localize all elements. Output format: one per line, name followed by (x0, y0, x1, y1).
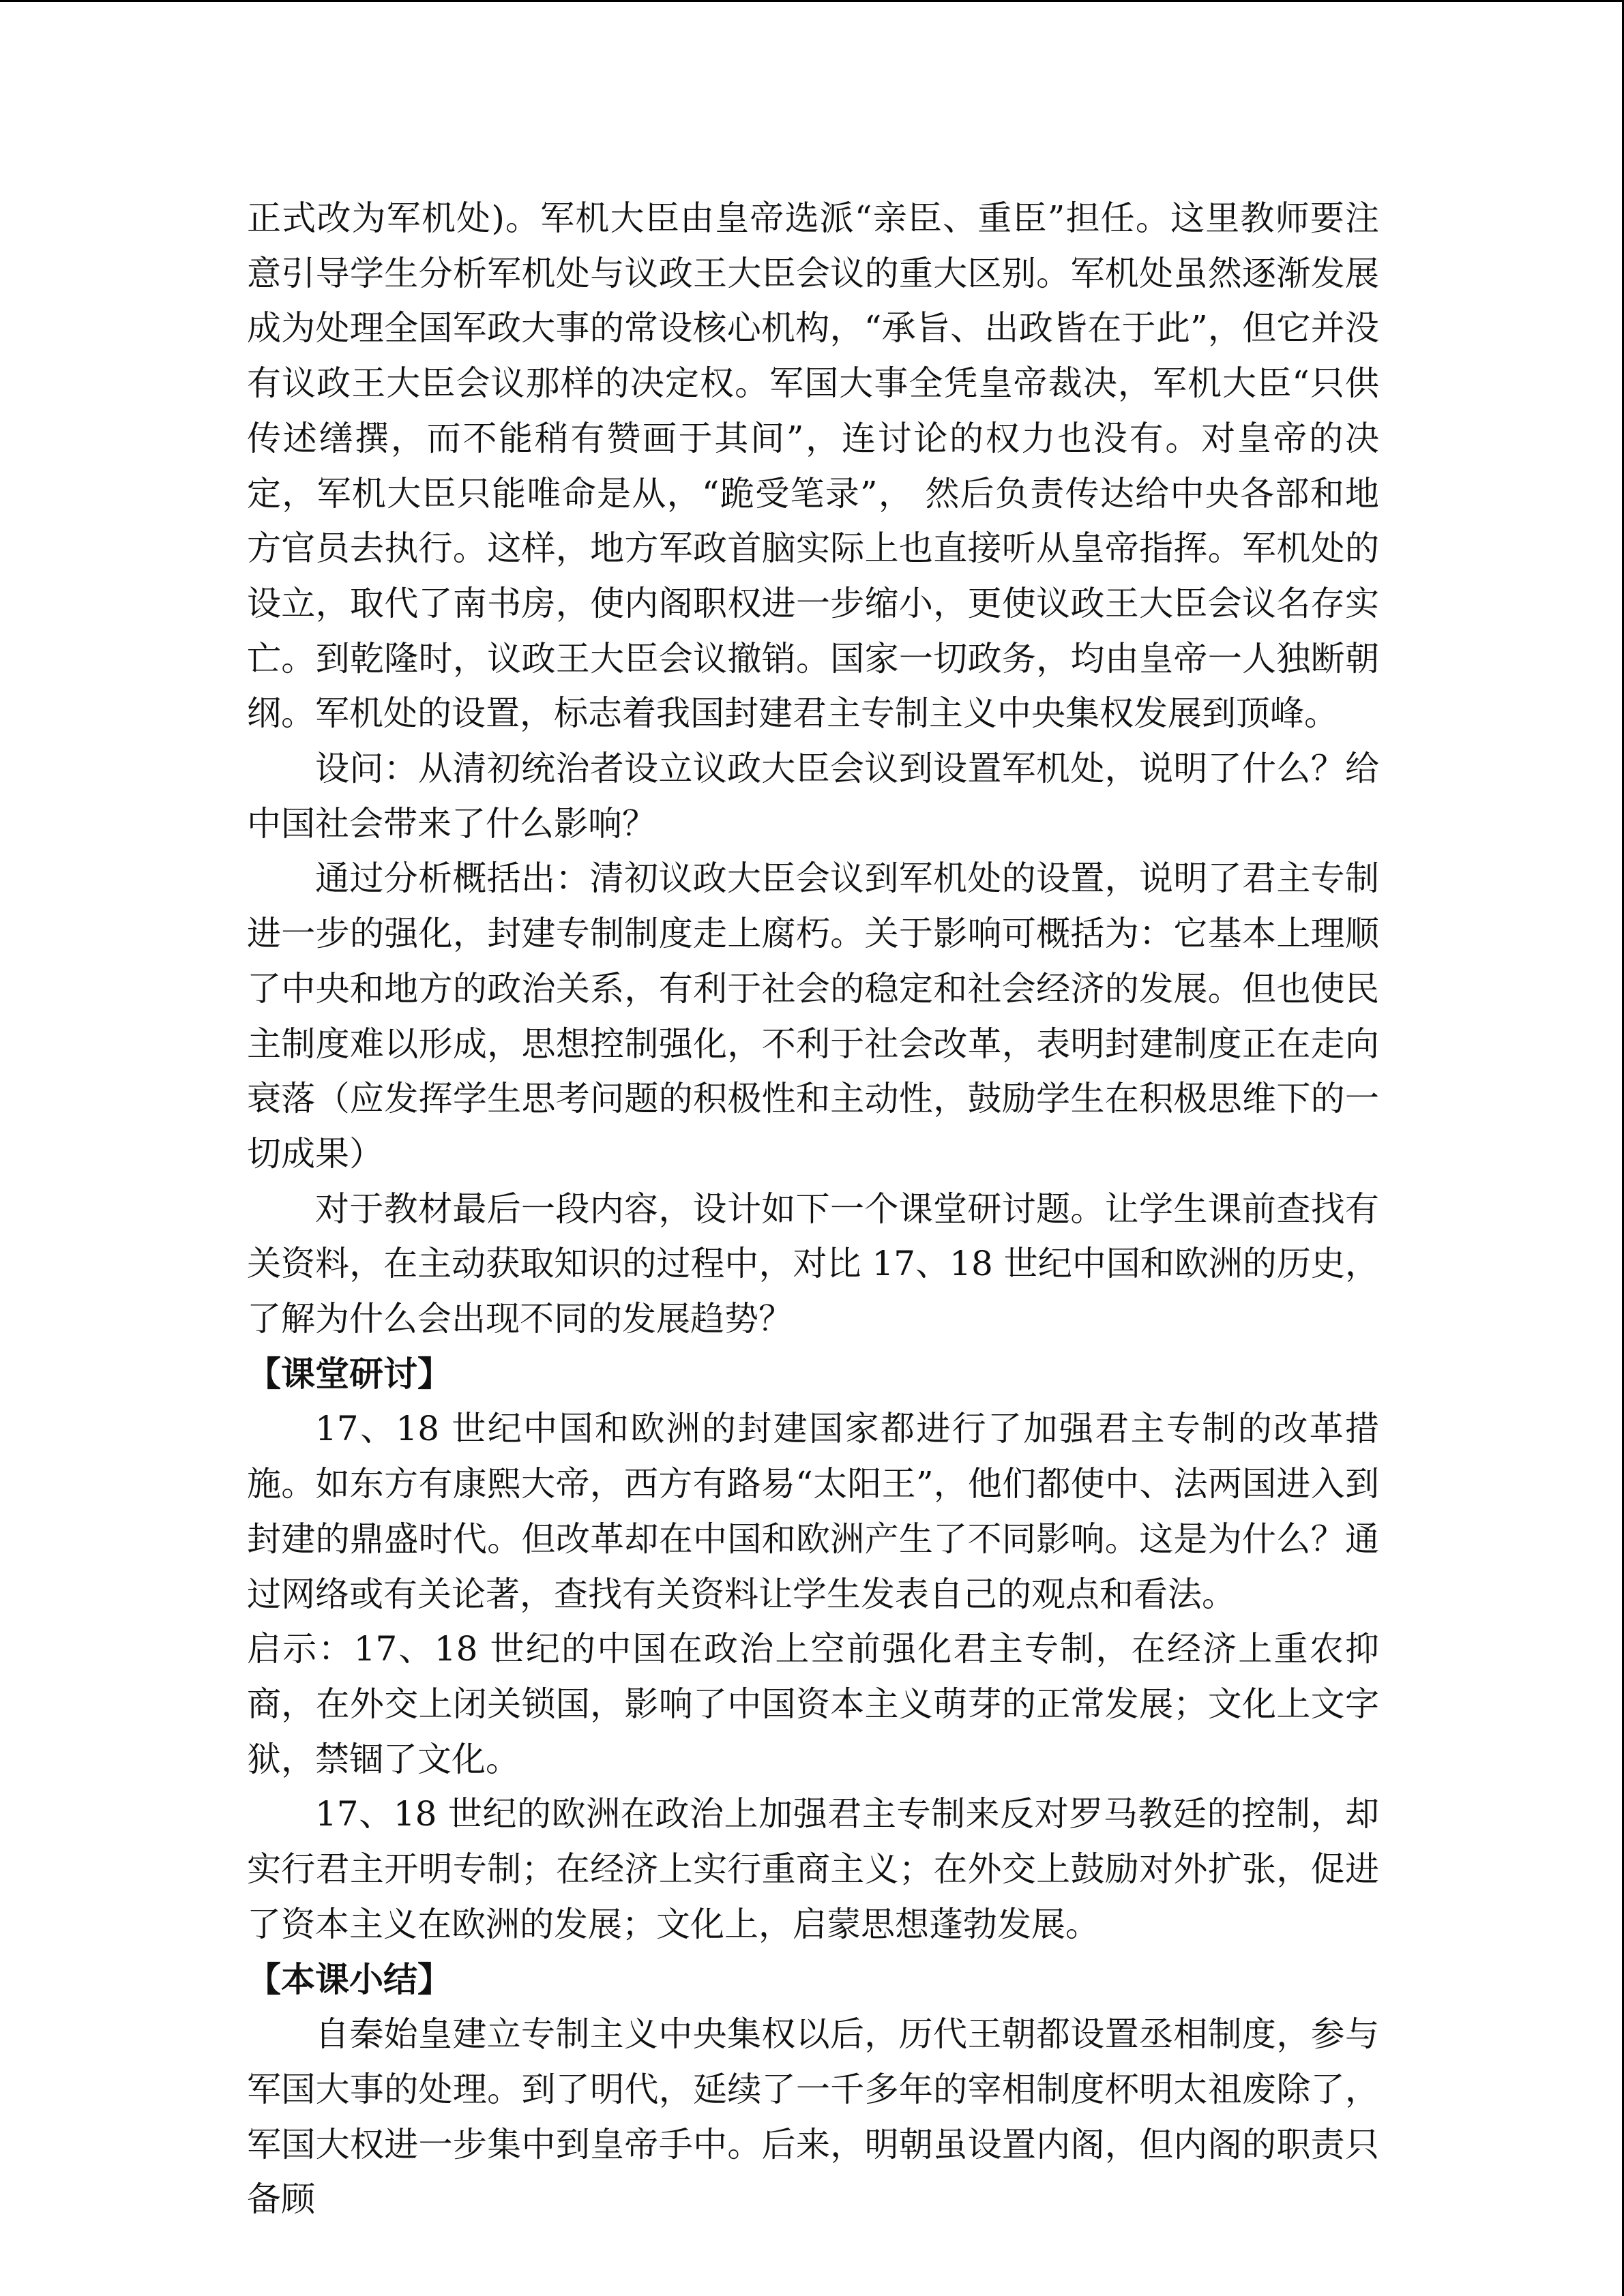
paragraph-discussion-topic: 17、18 世纪中国和欧洲的封建国家都进行了加强君主专制的改革措施。如东方有康熙大帝，西方有路易“太阳王”，他们都使中、法两国进入到封建的鼎盛时代。但改革却在中国和欧洲产生了不同影响。这是为什么？通过网络或有关论著，查找有关资料让学生发表自己的观点和看法。 (247, 1409, 1379, 1614)
section-heading-classroom-discussion: 【课堂研讨】 (247, 1354, 452, 1394)
paragraph-insight-china: 启示：17、18 世纪的中国在政治上空前强化君主专制，在经济上重农抑商，在外交上闭关锁国，影响了中国资本主义萌芽的正常发展；文化上文字狱，禁锢了文化。 (247, 1629, 1379, 1779)
page-border-top (0, 0, 1624, 2)
paragraph-analysis: 通过分析概括出：清初议政大臣会议到军机处的设置，说明了君主专制进一步的强化，封建专制制度走上腐朽。关于影响可概括为：它基本上理顺了中央和地方的政治关系，有利于社会的稳定和社会经济的发展。但也使民主制度难以形成，思想控制强化，不利于社会改革，表明封建制度正在走向衰落（应发挥学生思考问题的积极性和主动性，鼓励学生在积极思维下的一切成果） (247, 859, 1379, 1174)
document-page (247, 191, 1379, 2227)
paragraph-classroom-design: 对于教材最后一段内容，设计如下一个课堂研讨题。让学生课前查找有关资料，在主动获取知识的过程中，对比 17、18 世纪中国和欧洲的历史，了解为什么会出现不同的发展趋势？ (247, 1189, 1379, 1339)
paragraph-military-council: 正式改为军机处)。军机大臣由皇帝选派“亲臣、重臣”担任。这里教师要注意引导学生分析军机处与议政王大臣会议的重大区别。军机处虽然逐渐发展成为处理全国军政大事的常设核心机构，“承旨、出政皆在于此”，但它并没有议政王大臣会议那样的决定权。军国大事全凭皇帝裁决，军机大臣“只供传述缮撰，而不能稍有赞画于其间”，连讨论的权力也没有。对皇帝的决定，军机大臣只能唯命是从，“跪受笔录”， 然后负责传达给中央各部和地方官员去执行。这样，地方军政首脑实际上也直接听从皇帝指挥。军机处的设立，取代了南书房，使内阁职权进一步缩小，更使议政王大臣会议名存实亡。到乾隆时，议政王大臣会议撤销。国家一切政务，均由皇帝一人独断朝纲。军机处的设置，标志着我国封建君主专制主义中央集权发展到顶峰。 (247, 198, 1379, 734)
paragraph-summary: 自秦始皇建立专制主义中央集权以后，历代王朝都设置丞相制度，参与军国大事的处理。到了明代，延续了一千多年的宰相制度杯明太祖废除了，军国大权进一步集中到皇帝手中。后来，明朝虽设置内阁，但内阁的职责只备顾 (247, 2014, 1379, 2220)
paragraph-insight-europe: 17、18 世纪的欧洲在政治上加强君主专制来反对罗马教廷的控制，却实行君主开明专制；在经济上实行重商主义；在外交上鼓励对外扩张，促进了资本主义在欧洲的发展；文化上，启蒙思想蓬勃发展。 (247, 1794, 1379, 1944)
section-heading-lesson-summary: 【本课小结】 (247, 1959, 452, 1999)
paragraph-question: 设问：从清初统治者设立议政大臣会议到设置军机处，说明了什么？给中国社会带来了什么影响？ (247, 749, 1379, 844)
